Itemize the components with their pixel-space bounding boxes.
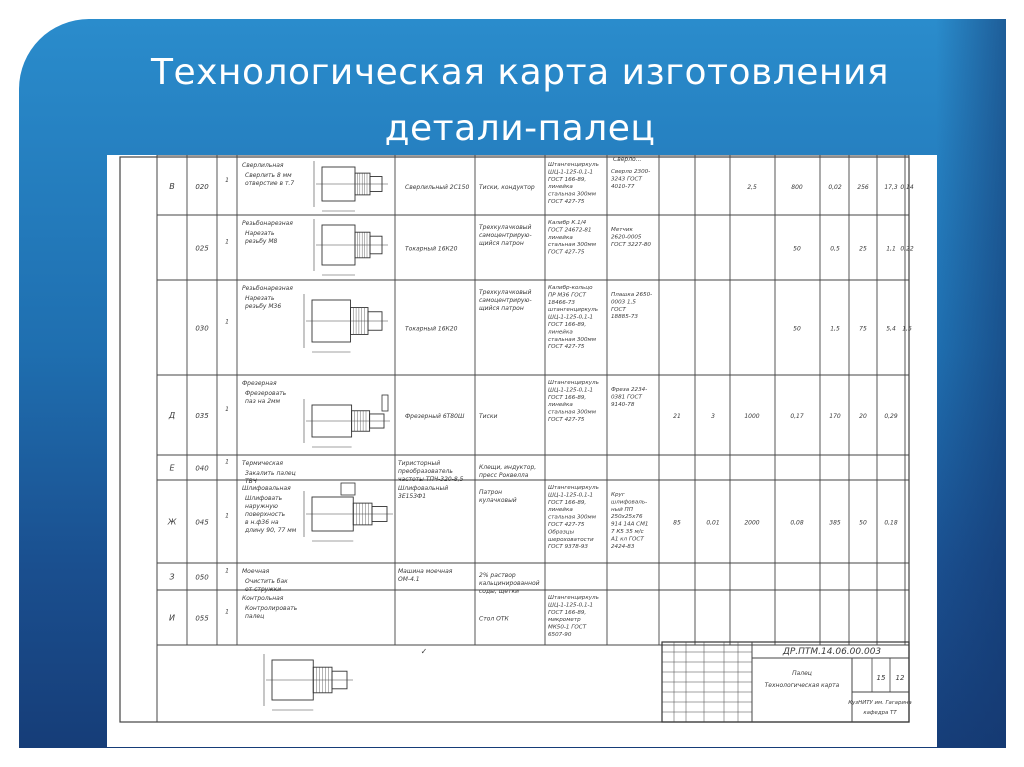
operation-description: Нарезать: [245, 295, 275, 302]
measuring-tool: стальная 300мм: [548, 242, 596, 249]
operation-number: 030: [195, 324, 209, 333]
measuring-tool: ШЦ-1-125-0,1-1: [548, 602, 594, 609]
machine-name: Фрезерный 6Т80Ш: [405, 413, 465, 420]
header-note: Сверло...: [613, 156, 642, 163]
parameter-value: 2000: [744, 519, 760, 527]
operation-count: 1: [225, 608, 229, 616]
cutting-tool: ГОСТ: [611, 306, 626, 313]
operation-number: 025: [195, 244, 209, 253]
department-name: кафедра ТТ: [863, 710, 897, 716]
fixture-name: щийся патрон: [479, 305, 524, 312]
document-code: ДР.ПТМ.14.06.00.003: [782, 647, 882, 657]
parameter-value: 21: [673, 413, 681, 420]
measuring-tool: Калибр-кольцо: [548, 285, 593, 291]
measuring-tool: ГОСТ 166-89,: [548, 176, 587, 183]
operation-count: 1: [225, 512, 229, 520]
fixture-name: 2% раствор: [479, 572, 516, 579]
part-sketch-mill: [304, 399, 390, 447]
cutting-tool: Плашка 2650-: [611, 292, 653, 298]
title-line-1: Технологическая карта изготовления: [150, 52, 890, 93]
measuring-tool: ГОСТ 9378-93: [548, 544, 588, 551]
operation-description: Нарезать: [245, 230, 275, 237]
operation-description: палец: [245, 613, 265, 620]
parameter-value: 0,14: [900, 184, 914, 191]
measuring-tool: ГОСТ 166-89,: [548, 394, 587, 401]
operation-description: длину 90, 77 мм: [245, 527, 297, 534]
cutting-tool: 4010-77: [611, 183, 635, 190]
parameter-value: 0,08: [790, 519, 804, 527]
measuring-tool: ГОСТ 166-89,: [548, 499, 587, 506]
operation-number: 050: [195, 573, 209, 582]
measuring-tool: ГОСТ 427-75: [548, 249, 585, 256]
measuring-tool: ШЦ-1-125-0,1-1: [548, 387, 594, 394]
machine-name: ОМ-4.1: [398, 576, 420, 583]
measuring-tool: стальная 300мм: [548, 409, 596, 416]
measuring-tool: ГОСТ 427-75: [548, 522, 585, 528]
fixture-name: Тиски, кондуктор: [479, 184, 535, 191]
operation-name: Фрезерная: [242, 380, 277, 387]
operation-count: 1: [225, 567, 229, 575]
operation-number: 040: [195, 464, 209, 473]
fixture-name: кальцинированной: [479, 580, 540, 587]
machine-name: 3Е153Ф1: [398, 493, 427, 500]
measuring-tool: 6507-90: [548, 632, 572, 638]
measuring-tool: ШЦ-1-125-0,1-1: [548, 314, 594, 321]
measuring-tool: МК50-1 ГОСТ: [548, 624, 587, 631]
machine-name: Шлифовальный: [398, 485, 449, 492]
operation-name: Моечная: [242, 568, 270, 575]
measuring-tool: линейка: [548, 507, 573, 514]
cutting-tool: ГОСТ 3227-80: [611, 241, 651, 248]
operation-number: 035: [195, 412, 209, 420]
fixture-name: щийся патрон: [479, 240, 524, 247]
cutting-tool: Метчик: [611, 227, 633, 233]
parameter-value: 0,22: [900, 245, 914, 253]
parameter-value: 1,5: [902, 325, 912, 333]
cutting-tool: 250х25х76: [611, 514, 643, 521]
parameter-value: 0,01: [706, 519, 720, 527]
operation-name: Сверлильная: [242, 162, 284, 169]
parameter-value: 17,3: [884, 184, 898, 191]
measuring-tool: Штангенциркуль: [548, 595, 599, 601]
machine-name: Сверлильный 2С150: [405, 184, 470, 191]
cutting-tool: 9140-78: [611, 401, 635, 408]
mill-cutter: [382, 395, 388, 411]
operation-name: Шлифовальная: [242, 485, 291, 492]
cutting-tool: ный ПП: [611, 506, 633, 513]
measuring-tool: штангенциркуль: [548, 307, 599, 314]
parameter-value: 20: [859, 413, 867, 420]
operation-description: ТВЧ: [245, 478, 257, 485]
technological-card-drawing: [107, 155, 937, 747]
cutting-tool: 18885-73: [611, 314, 638, 321]
operation-description: поверхность: [245, 511, 286, 518]
operation-description: паз на 2мм: [245, 398, 281, 405]
operation-description: отверстие в т.7: [245, 180, 295, 187]
fixture-name: пресс Роквелла: [479, 472, 529, 479]
cutting-tool: 0381 ГОСТ: [611, 394, 642, 401]
operation-letter: И: [169, 613, 175, 623]
parameter-value: 2,5: [747, 184, 757, 191]
measuring-tool: линейка: [548, 329, 573, 336]
measuring-tool: линейка: [548, 184, 573, 191]
document-type: Технологическая карта: [764, 682, 840, 689]
cutting-tool: шлифоваль-: [611, 499, 648, 506]
measuring-tool: ГОСТ 166-89,: [548, 609, 587, 616]
operation-description: Закалить палец: [245, 470, 296, 477]
operation-letter: З: [169, 572, 175, 582]
part-sketch-final: [264, 654, 353, 710]
measuring-tool: стальная 300мм: [548, 191, 596, 198]
parameter-value: 800: [791, 184, 803, 191]
parameter-value: 0,18: [884, 519, 898, 527]
parameter-value: 25: [859, 245, 867, 253]
parameter-value: 256: [857, 184, 869, 191]
check-mark: ✓: [420, 647, 428, 656]
measuring-tool: стальная 300мм: [548, 336, 596, 343]
part-sketch-thread-m36: [304, 294, 388, 352]
fixture-name: самоцентрирую-: [479, 232, 532, 239]
grinding-wheel: [341, 483, 355, 495]
operation-description: от стружки: [245, 586, 282, 593]
fixture-name: самоцентрирую-: [479, 297, 532, 304]
parameter-value: 75: [859, 325, 867, 333]
parameter-value: 5,4: [886, 325, 896, 333]
operation-description: Фрезеровать: [245, 390, 287, 397]
fixture-name: Патрон: [479, 489, 503, 496]
parameter-value: 170: [829, 413, 841, 420]
fixture-name: соды, щетки: [479, 588, 520, 595]
measuring-tool: ГОСТ 427-75: [548, 199, 585, 205]
machine-name: Машина моечная: [398, 568, 453, 575]
fixture-name: Стол ОТК: [479, 615, 509, 623]
measuring-tool: микрометр: [548, 617, 581, 624]
measuring-tool: ГОСТ 24672-81: [548, 227, 592, 234]
cutting-tool: Круг: [611, 492, 625, 498]
part-name: Палец: [792, 670, 812, 677]
parameter-value: 85: [673, 519, 681, 527]
operation-count: 1: [225, 238, 229, 246]
operation-letter: В: [169, 182, 175, 191]
parameter-value: 50: [793, 245, 801, 253]
measuring-tool: шероховатости: [548, 536, 594, 543]
measuring-tool: Штангенциркуль: [548, 162, 599, 168]
measuring-tool: стальная 300мм: [548, 514, 596, 521]
parameter-value: 1000: [744, 413, 760, 420]
operation-number: 055: [195, 614, 209, 623]
parameter-value: 385: [829, 519, 841, 527]
operation-count: 1: [225, 458, 229, 466]
cutting-tool: А1 кл ГОСТ: [611, 536, 644, 543]
operation-description: резьбу М8: [245, 238, 278, 245]
organization-name: КузНИТУ им. Гагарина: [848, 700, 912, 706]
cutting-tool: Сверло 2300-: [611, 169, 651, 175]
sheets-total: 12: [895, 674, 905, 682]
fixture-name: Трехкулачковый: [479, 224, 532, 231]
parameter-value: 1,5: [830, 325, 840, 333]
measuring-tool: ГОСТ 427-75: [548, 417, 585, 423]
operation-description: наружную: [245, 503, 278, 510]
parameter-value: 50: [793, 325, 801, 333]
cutting-tool: 0003 1,5: [611, 299, 636, 306]
operation-description: Очистить бак: [245, 578, 288, 585]
operation-name: Резьбонарезная: [242, 285, 293, 292]
measuring-tool: Образцы: [548, 529, 575, 536]
operation-number: 045: [195, 518, 209, 527]
cutting-tool: 7 К5 35 м/с: [611, 529, 644, 535]
parameter-value: 50: [859, 519, 867, 527]
measuring-tool: ГОСТ 427-75: [548, 344, 585, 351]
operation-count: 1: [225, 406, 229, 413]
measuring-tool: ГОСТ 166-89,: [548, 322, 587, 328]
operation-description: в н.ф36 на: [245, 519, 279, 526]
operation-description: резьбу М36: [245, 303, 282, 310]
cutting-tool: 3243 ГОСТ: [611, 176, 642, 183]
machine-name: Токарный 16К20: [405, 245, 458, 253]
measuring-tool: Штангенциркуль: [548, 380, 599, 386]
measuring-tool: ШЦ-1-125-0,1-1: [548, 492, 594, 499]
slide-title: [90, 45, 950, 157]
parameter-value: 1,1: [886, 245, 896, 253]
measuring-tool: Калибр К.1/4: [548, 220, 587, 226]
parameter-value: 0,17: [790, 413, 804, 420]
measuring-tool: Штангенциркуль: [548, 485, 599, 491]
operation-description: Шлифовать: [245, 495, 283, 502]
operation-letter: Ж: [167, 517, 177, 527]
operation-description: Контролировать: [245, 605, 298, 612]
operation-count: 1: [225, 318, 229, 326]
sheet-number: 15: [876, 674, 886, 682]
title-line-2: детали-палец: [384, 108, 656, 149]
measuring-tool: ШЦ-1-125-0,1-1: [548, 169, 594, 176]
machine-name: частоты ТПЧ-320-8,5: [398, 476, 464, 483]
cutting-tool: 2620-0005: [611, 234, 642, 241]
fixture-name: Тиски: [479, 413, 498, 420]
part-sketch-thread-m8: [314, 219, 388, 275]
cutting-tool: 2424-83: [611, 543, 635, 550]
operation-name: Резьбонарезная: [242, 220, 293, 227]
parameter-value: 0,29: [884, 413, 898, 420]
cutting-tool: Фреза 2234-: [611, 387, 648, 393]
operation-name: Контрольная: [242, 595, 284, 602]
measuring-tool: 18466-73: [548, 299, 575, 306]
part-sketch-drill: [314, 161, 388, 211]
parameter-value: 0,5: [830, 245, 840, 253]
fixture-name: кулачковый: [479, 497, 517, 504]
machine-name: Тиристорный: [398, 460, 441, 467]
technological-card-sheet: [107, 155, 937, 747]
operation-description: Сверлить 8 мм: [245, 172, 292, 179]
operation-name: Термическая: [242, 460, 284, 467]
operation-count: 1: [225, 177, 229, 184]
parameter-value: 3: [711, 413, 715, 420]
operation-letter: Е: [169, 463, 175, 473]
cutting-tool: 914 14А СМ1: [611, 521, 649, 528]
measuring-tool: линейка: [548, 402, 573, 409]
fixture-name: Трехкулачковый: [479, 289, 532, 296]
title-block: [662, 642, 912, 722]
operation-letter: Д: [168, 411, 176, 420]
operation-number: 020: [195, 183, 209, 191]
fixture-name: Клещи, индуктор,: [479, 464, 537, 471]
measuring-tool: линейка: [548, 234, 573, 241]
parameter-value: 0,02: [828, 184, 842, 191]
measuring-tool: ПР М36 ГОСТ: [548, 292, 586, 299]
machine-name: Токарный 16К20: [405, 325, 458, 333]
machine-name: преобразователь: [398, 468, 453, 475]
part-sketch-grind: [304, 491, 393, 541]
